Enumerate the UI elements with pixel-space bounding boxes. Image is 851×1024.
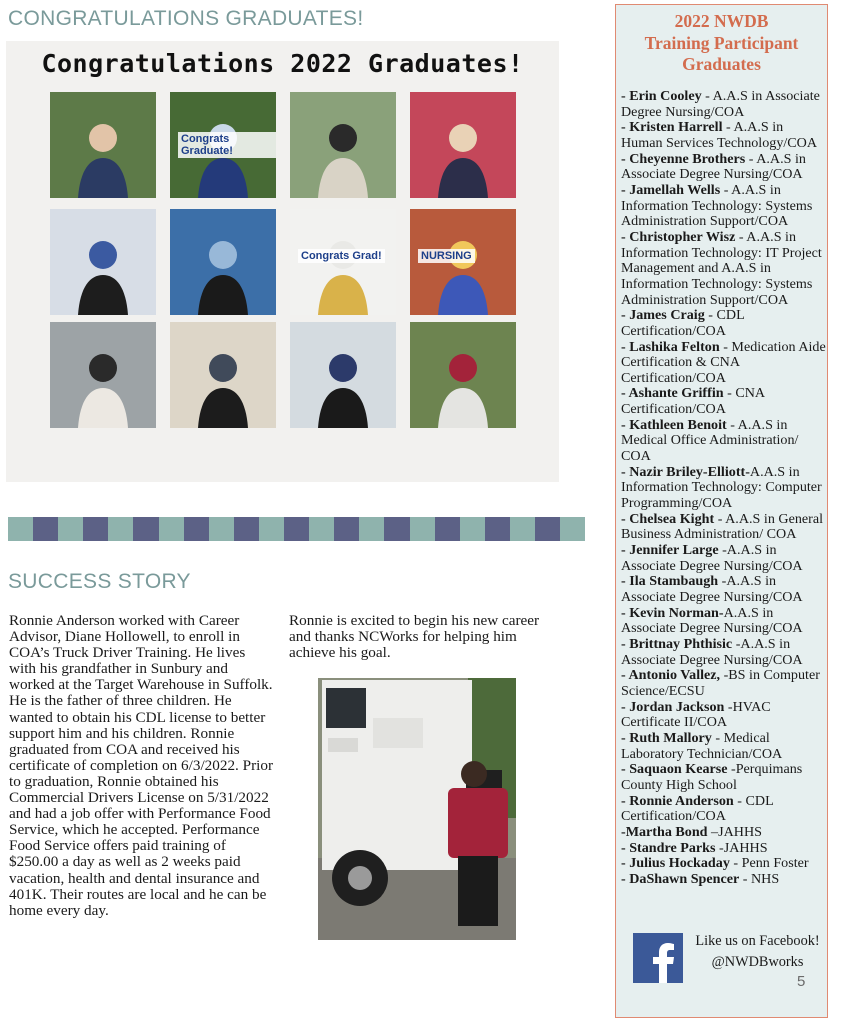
graduate-entry: [621, 731, 826, 762]
graduate-entry: [621, 308, 826, 339]
graduate-entry: [621, 574, 826, 605]
stripe-block: [460, 517, 485, 541]
graduate-entry: [621, 230, 826, 308]
graduate-credential: - A.A.S in Associate Degree Nursing/COA: [621, 150, 806, 183]
graduate-credential: A.A.S in Information Technology: Computer Programming/COA: [621, 463, 822, 512]
graduate-entry: [621, 543, 826, 574]
collage-title: Congratulations 2022 Graduates!: [41, 49, 524, 78]
graduate-credential: - A.A.S in General Business Administration/ COA: [621, 510, 823, 543]
photo-caption: Congrats Graduate!: [178, 132, 276, 158]
graduate-entry: [621, 872, 826, 888]
graduate-credential: -JAHHS: [715, 839, 768, 856]
graduate-credential: - A.A.S in Associate Degree Nursing/COA: [621, 88, 820, 120]
graduate-entry: [621, 89, 826, 120]
graduate-credential: -A.A.S in Associate Degree Nursing/COA: [621, 635, 803, 668]
graduate-name: - Nazir Briley-Elliott-: [621, 463, 750, 480]
graduate-credential: - CNA Certification/COA: [621, 385, 765, 418]
graduate-credential: A.A.S in Associate Degree Nursing/COA: [621, 604, 803, 637]
facebook-icon[interactable]: [633, 933, 683, 983]
stripe-block: [58, 517, 83, 541]
stripe-block: [184, 517, 209, 541]
graduate-name: - Kathleen Benoit: [621, 416, 727, 433]
graduate-name: - Antonio Vallez,: [621, 667, 721, 684]
graduate-entry: [621, 386, 826, 417]
graduate-name: - Chelsea Kight: [621, 510, 715, 527]
graduate-entry: [621, 152, 826, 183]
caps-thrown-in-air-photo: [170, 209, 276, 315]
graduate-entry: [621, 668, 826, 699]
graduate-name: - Kevin Norman-: [621, 604, 724, 621]
stripe-block: [485, 517, 510, 541]
graduate-credential: - CDL Certification/COA: [621, 792, 774, 825]
graduate-entry: [621, 120, 826, 151]
graduate-credential: - CDL Certification/COA: [621, 307, 745, 339]
graduate-entry: [621, 794, 826, 825]
graduate-name: - Jamellah Wells: [621, 181, 721, 198]
graduate-entry: [621, 512, 826, 543]
success-story-text-left: Ronnie Anderson worked with Career Advisor, Diane Hollowell, to enroll in COA’s Truck Driver Training. He lives with his grandfather in Sunbury and worked at the Target Warehouse in Suffolk. He is the father of three children. He wanted to obtain his CDL license to better support him and his children. Ronnie graduated from COA and received his certificate of completion on 6/3/2022. Prior to graduation, Ronnie obtained his Commercial Drivers License on 5/31/2022 and had a job offer with Performance Food Service, which he accepted. Performance Food Service offers paid training of $250.00 a day as well as 2 weeks paid vacation, health and dental insurance and 401K. Their routes are local and he can be home every day.: [9, 612, 274, 919]
ronnie-anderson-with-truck-photo: [318, 678, 516, 940]
stripe-block: [384, 517, 409, 541]
stripe-block: [209, 517, 234, 541]
graduate-in-cap-outdoors-photo: [50, 92, 156, 198]
graduate-credential: -A.A.S in Associate Degree Nursing/COA: [621, 573, 803, 605]
graduate-name: - James Craig: [621, 307, 705, 324]
stripe-block: [83, 517, 108, 541]
stripe-block: [359, 517, 384, 541]
graduate-name: - Ruth Mallory: [621, 729, 712, 746]
stripe-block: [108, 517, 133, 541]
sidebar-title-line-2: Training Participant: [644, 32, 799, 53]
graduate-credential: -HVAC Certificate II/COA: [621, 698, 771, 731]
stripe-block: [410, 517, 435, 541]
page-number: 5: [797, 973, 806, 990]
graduate-list: [621, 89, 826, 887]
graduate-receiving-diploma-photo: [290, 322, 396, 428]
graduate-entry: [621, 856, 826, 872]
graduate-name: - Standre Parks: [621, 839, 716, 856]
graduate-name: - Saquaon Kearse: [621, 761, 728, 778]
graduate-name: - Erin Cooley: [621, 88, 702, 104]
facebook-like-text: Like us on Facebook!: [695, 933, 820, 949]
stripe-block: [510, 517, 535, 541]
stripe-block: [284, 517, 309, 541]
decorative-stripe-divider: [8, 517, 585, 541]
graduate-credential: - A.A.S in Information Technology: IT Project Management and A.A.S in Information Technology: Systems Administration Support/COA: [621, 228, 822, 308]
graduate-credential: -BS in Computer Science/ECSU: [621, 667, 820, 699]
graduate-credential: - Medical Laboratory Technician/COA: [621, 729, 783, 762]
graduates-sidebar: [615, 4, 828, 1018]
graduate-entry: [621, 825, 826, 841]
stripe-block: [435, 517, 460, 541]
graduate-credential: - Medication Aide Certification & CNA Certification/COA: [621, 338, 826, 386]
graduate-with-family-member-photo: [170, 322, 276, 428]
graduate-name: - Brittnay Phthisic: [621, 635, 733, 652]
congratulations-section-heading: CONGRATULATIONS GRADUATES!: [8, 7, 364, 30]
graduate-name: - Cheyenne Brothers: [621, 150, 746, 167]
photo-caption: Congrats Grad!: [298, 249, 385, 263]
graduate-entry: [621, 340, 826, 387]
graduate-credential: -A.A.S in Associate Degree Nursing/COA: [621, 542, 803, 574]
nursing-graduate-smiling-photo: [410, 209, 516, 315]
graduate-entry: [621, 465, 826, 512]
graduate-entry: [621, 700, 826, 731]
photo-caption: NURSING: [418, 249, 475, 263]
graduate-entry: [621, 637, 826, 668]
sidebar-title-line-1: 2022 NWDB: [674, 11, 769, 31]
graduate-credential: - Penn Foster: [729, 855, 809, 872]
graduate-credential: - A.A.S in Human Services Technology/COA: [621, 119, 818, 151]
graduate-name: - Ila Stambaugh: [621, 573, 719, 590]
stripe-block: [8, 517, 33, 541]
congrats-grad-card-photo: [290, 209, 396, 315]
graduates-photo-collage: [6, 41, 559, 482]
stripe-block: [234, 517, 259, 541]
success-story-text-right: Ronnie is excited to begin his new career and thanks NCWorks for helping him achieve his goal.: [289, 612, 540, 662]
graduate-with-sign-photo: [170, 92, 276, 198]
truck-driver-by-truck-photo: [410, 322, 516, 428]
graduate-name: - Jordan Jackson: [621, 698, 725, 715]
graduate-name: - Christopher Wisz: [621, 228, 736, 245]
graduate-name: - DaShawn Spencer: [621, 870, 740, 887]
graduate-name: - Kristen Harrell: [621, 119, 723, 136]
facebook-handle-link[interactable]: @NWDBworks: [711, 954, 804, 970]
stripe-block: [259, 517, 284, 541]
graduate-credential: - A.A.S in Information Technology: Systems Administration Support/COA: [621, 181, 813, 230]
graduate-entry: [621, 841, 826, 857]
graduate-credential: -Perquimans County High School: [621, 761, 803, 793]
stripe-block: [159, 517, 184, 541]
graduate-name: - Lashika Felton: [621, 338, 720, 355]
graduate-holding-child-photo: [410, 92, 516, 198]
graduate-walking-under-arch-photo: [290, 92, 396, 198]
stripe-block: [33, 517, 58, 541]
stripe-block: [133, 517, 158, 541]
stripe-block: [309, 517, 334, 541]
stripe-block: [560, 517, 585, 541]
graduate-name: - Ronnie Anderson: [621, 792, 734, 809]
stripe-block: [334, 517, 359, 541]
graduate-entry: [621, 606, 826, 637]
graduate-name: -Martha Bond: [621, 823, 708, 840]
graduate-credential: - NHS: [739, 870, 780, 887]
sidebar-title: [616, 11, 827, 76]
graduate-credential: - A.A.S in Medical Office Administration/ COA: [621, 416, 799, 465]
graduate-holding-diplomas-photo: [50, 322, 156, 428]
graduate-name: - Julius Hockaday: [621, 855, 730, 872]
success-story-heading: SUCCESS STORY: [8, 570, 191, 593]
sidebar-title-line-3: Graduates: [682, 54, 761, 74]
two-graduates-at-ceremony-photo: [50, 209, 156, 315]
graduate-name: - Jennifer Large: [621, 542, 719, 559]
stripe-block: [535, 517, 560, 541]
graduate-entry: [621, 762, 826, 793]
graduate-entry: [621, 183, 826, 230]
graduate-credential: –JAHHS: [707, 823, 762, 840]
graduate-name: - Ashante Griffin: [621, 385, 724, 402]
graduate-entry: [621, 418, 826, 465]
